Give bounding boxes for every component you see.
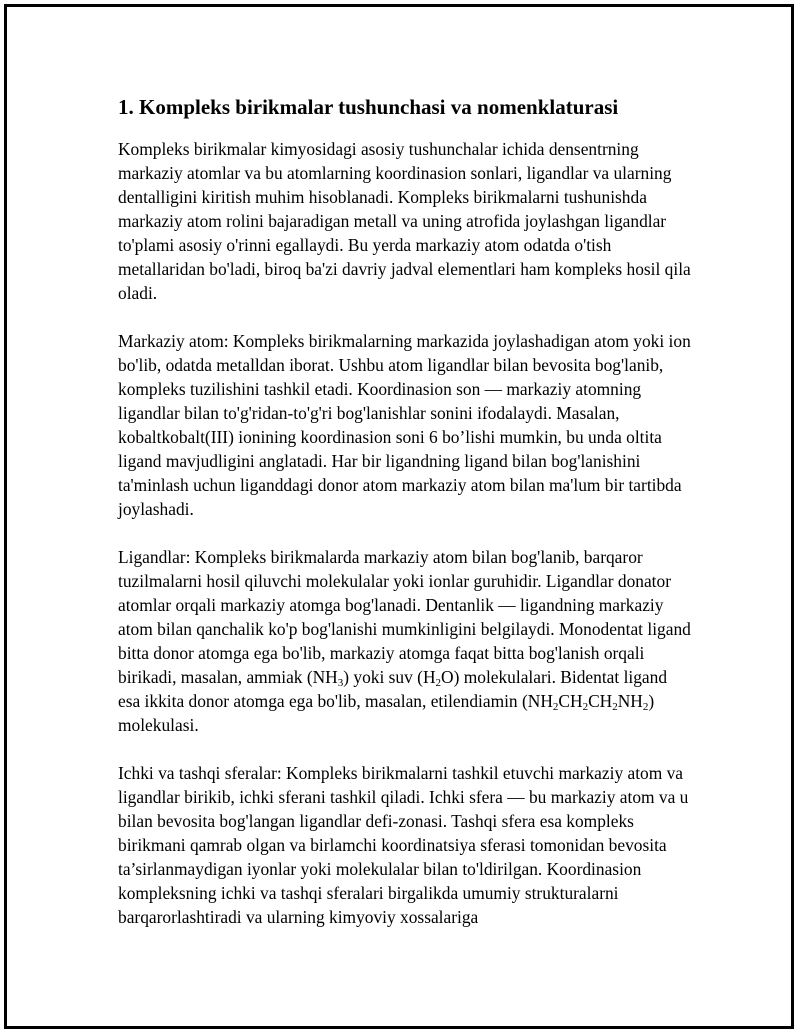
ligands-text-4: ) molekulasi. (118, 691, 655, 735)
paragraph-central-atom: Markaziy atom: Kompleks birikmalarning markazida joylashadigan atom yoki ion bo'lib, odatda metalldan iborat. Ushbu atom ligandlar bilan bevosita bog'lanib, kompleks tuzilishini tashkil etadi. Koordinasion son — markaziy atomning ligandlar bilan to'g'ridan-to'g'ri bog'lanishlar sonini ifodalaydi. Masalan, kobaltkobalt(III) ionining koordinasion soni 6 bo’lishi mumkin, bu unda oltita ligand mavjudligini anglatadi. Har bir ligandning ligand bilan bog'lanishini ta'minlash uchun liganddagi donor atom markaziy atom bilan ma'lum bir tartibda joylashadi. (118, 331, 691, 519)
ligands-text-2: ) yoki suv ( (343, 667, 423, 687)
section-heading: 1. Kompleks birikmalar tushunchasi va nomenklaturasi (118, 95, 619, 119)
ligands-text-1: Ligandlar: Kompleks birikmalarda markaziy atom bilan bog'lanib, barqaror tuzilmalarni hosil qiluvchi molekulalar yoki ionlar guruhidir. Ligandlar donator atomlar orqali markaziy atomga bog'lanadi. Dentanlik — ligandning markaziy atom bilan qanchalik ko'p bog'lanishi mumkinligini belgilaydi. Monodentat ligand bitta donor atomga ega bo'lib, markaziy atomga faqat bitta bog'lanish orqali birikadi, masalan, ammiak ( (118, 547, 691, 687)
formula-nh3: $NH_3$ (312, 667, 344, 689)
formula-ethylenediamine: $NH_2CH_2CH_2NH_2$ (527, 691, 649, 713)
paragraph-spheres: Ichki va tashqi sferalar: Kompleks birikmalarni tashkil etuvchi markaziy atom va ligandlar birikib, ichki sferani tashkil qiladi. Ichki sfera — bu markaziy atom va u bilan bevosita bog'langan ligandlar defi-zonasi. Tashqi sfera esa kompleks birikmani qamrab olgan va birlamchi koordinatsiya sferasi tomonidan bevosita ta’sirlanmaydigan iyonlar yoki molekulalar bilan to'ldirilgan. Koordinasion kompleksning ichki va tashqi sferalari birgalikda umumiy strukturalarni barqarorlashtiradi va ularning kimyoviy xossalariga (118, 763, 689, 927)
paragraph-ligands (118, 545, 693, 737)
document-body (118, 93, 693, 953)
formula-h2o: $H_2O$ (422, 667, 454, 689)
ligands-text-3: ) molekulalari. Bidentat ligand esa ikkita donor atomga ega bo'lib, masalan, etilendiamin ( (118, 667, 668, 711)
paragraph-intro: Kompleks birikmalar kimyosidagi asosiy tushunchalar ichida densentrning markaziy atomlar va bu atomlarning koordinasion sonlari, ligandlar va ularning dentalligini kiritish muhim hisoblanadi. Kompleks birikmalarni tushunishda markaziy atom rolini bajaradigan metall va uning atrofida joylashgan ligandlar to'plami asosiy o'rinni egallaydi. Bu yerda markaziy atom odatda o'tish metallaridan bo'ladi, biroq ba'zi davriy jadval elementlari ham kompleks hosil qila oladi. (118, 139, 691, 303)
